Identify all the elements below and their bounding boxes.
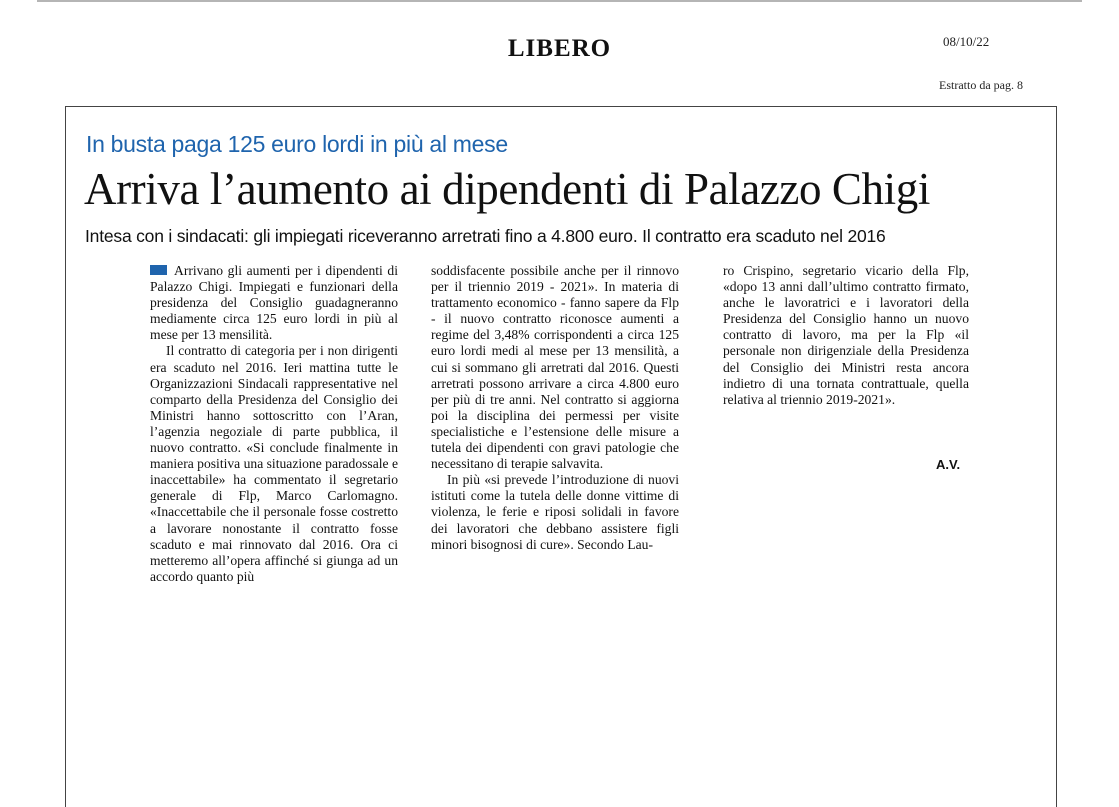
article-kicker: In busta paga 125 euro lordi in più al mese [86,131,508,157]
masthead: LIBERO [507,35,612,62]
page-extract-label: Estratto da pag. 8 [939,78,1023,92]
paragraph: Il contratto di categoria per i non dirigenti era scaduto nel 2016. Ieri mattina tutte le Organizzazioni Sindacali rappresentative nel comparto della Presidenza del Consiglio dei Ministri hanno sottoscritto con l’Aran, l’agenzia negoziale di parte pubblica, il nuovo contratto. «Si conclude finalmente in maniera positiva una situazione paradossale e inaccettabile» ha commentato il segretario generale di Flp, Marco Carlomagno. «Inaccettabile che il personale fosse costretto a lavorare nonostante il contratto fosse scaduto e mai rinnovato dal 2016. Ora ci metteremo all’opera affinché si giunga ad un accordo quanto più [150,343,398,584]
publication-date: 08/10/22 [943,34,990,49]
paragraph: In più «si prevede l’introduzione di nuovi istituti come la tutela delle donne vittime di violenza, le ferie e riposi solidali in favore dei lavoratori che debbano assistere figli minori bisognosi di cure». Secondo Lau- [431,472,679,552]
article-column-2 [431,263,679,553]
article-column-1 [150,263,398,585]
article-headline: Arriva l’aumento ai dipendenti di Palazzo Chigi [84,164,930,214]
article-column-3 [723,263,969,408]
paragraph: ro Crispino, segretario vicario della Flp, «dopo 13 anni dall’ultimo contratto firmato, anche le lavoratrici e i lavoratori della Presidenza del Consiglio hanno un nuovo contratto di lavoro, ma per la Flp «il personale non dirigenziale della Presidenza del Consiglio dei Ministri resta ancora indietro di una tornata contrattuale, quella relativa al triennio 2019-2021». [723,263,969,407]
section-marker-icon [150,265,167,275]
paragraph [150,263,398,343]
paragraph: soddisfacente possibile anche per il rinnovo per il triennio 2019 - 2021». In materia di trattamento economico - fanno sapere da Flp - il nuovo contratto riconosce aumenti a regime del 3,48% corrispondenti a circa 125 euro lordi medi al mese per 13 mensilità, a cui si sommano gli arretrati dal 2016. Questi arretrati possono arrivare a circa 4.800 euro per più di tre anni. Nel contratto si aggiorna poi la disciplina dei permessi per visite specialistiche e l’estensione delle misure a tutela dei dipendenti con gravi patologie che necessitano di terapie salvavita. [431,263,679,472]
article-subhead: Intesa con i sindacati: gli impiegati riceveranno arretrati fino a 4.800 euro. Il contratto era scaduto nel 2016 [85,226,886,246]
author-signature: A.V. [936,457,961,472]
top-rule [37,0,1082,2]
paragraph-text: Arrivano gli aumenti per i dipendenti di Palazzo Chigi. Impiegati e funzionari della presidenza del Consiglio guadagneranno mediamente circa 125 euro lordi in più al mese per 13 mensilità. [150,263,398,343]
